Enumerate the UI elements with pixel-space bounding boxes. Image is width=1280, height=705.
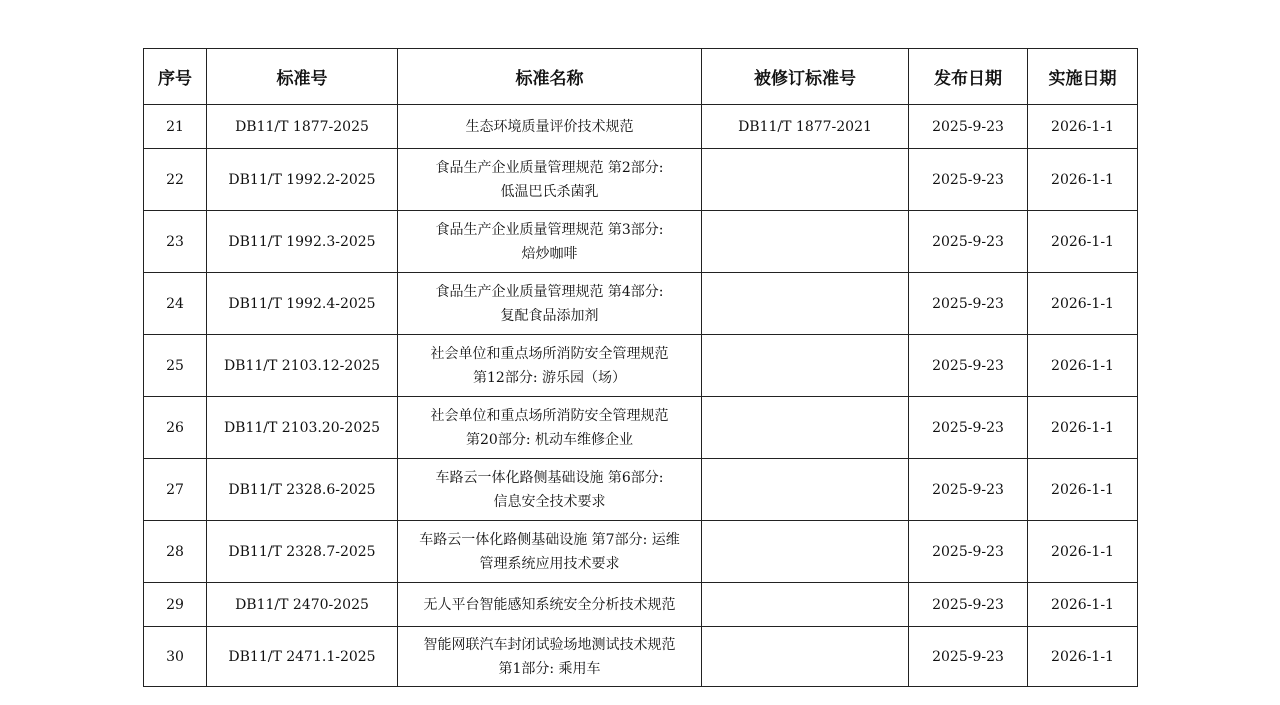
cell-std-name bbox=[398, 397, 702, 459]
cell-std-name bbox=[398, 335, 702, 397]
std-name-line1: 食品生产企业质量管理规范 第4部分: bbox=[435, 283, 664, 300]
cell-effective-date: 2026-1-1 bbox=[1028, 273, 1138, 335]
cell-std-name bbox=[398, 105, 702, 149]
cell-publish-date: 2025-9-23 bbox=[909, 583, 1028, 627]
cell-seq: 22 bbox=[144, 149, 207, 211]
cell-std-no: DB11/T 1992.2-2025 bbox=[207, 149, 398, 211]
cell-std-no: DB11/T 2471.1-2025 bbox=[207, 627, 398, 687]
std-name-line1: 社会单位和重点场所消防安全管理规范 bbox=[430, 345, 669, 362]
standards-table bbox=[143, 48, 1138, 687]
cell-revised-no bbox=[702, 583, 909, 627]
cell-effective-date: 2026-1-1 bbox=[1028, 335, 1138, 397]
header-publish-date: 发布日期 bbox=[909, 49, 1028, 105]
table-row bbox=[144, 459, 1138, 521]
cell-revised-no bbox=[702, 521, 909, 583]
std-name-line1: 车路云一体化路侧基础设施 第6部分: bbox=[435, 469, 664, 486]
cell-std-no: DB11/T 2328.6-2025 bbox=[207, 459, 398, 521]
cell-std-name bbox=[398, 211, 702, 273]
cell-std-no: DB11/T 1877-2025 bbox=[207, 105, 398, 149]
cell-publish-date: 2025-9-23 bbox=[909, 105, 1028, 149]
header-revised-no: 被修订标准号 bbox=[702, 49, 909, 105]
table-row bbox=[144, 521, 1138, 583]
cell-std-name bbox=[398, 583, 702, 627]
std-name-line2: 信息安全技术要求 bbox=[493, 493, 606, 510]
cell-publish-date: 2025-9-23 bbox=[909, 397, 1028, 459]
cell-revised-no bbox=[702, 397, 909, 459]
std-name-line2: 第1部分: 乘用车 bbox=[498, 660, 601, 677]
cell-std-name bbox=[398, 273, 702, 335]
header-std-no: 标准号 bbox=[207, 49, 398, 105]
cell-revised-no bbox=[702, 335, 909, 397]
cell-publish-date: 2025-9-23 bbox=[909, 521, 1028, 583]
cell-revised-no bbox=[702, 627, 909, 687]
header-seq: 序号 bbox=[144, 49, 207, 105]
std-name-line2: 第20部分: 机动车维修企业 bbox=[466, 431, 633, 448]
cell-seq: 24 bbox=[144, 273, 207, 335]
cell-publish-date: 2025-9-23 bbox=[909, 211, 1028, 273]
std-name-line2: 第12部分: 游乐园（场） bbox=[473, 369, 626, 386]
cell-seq: 21 bbox=[144, 105, 207, 149]
table-row bbox=[144, 583, 1138, 627]
cell-seq: 27 bbox=[144, 459, 207, 521]
table-row bbox=[144, 105, 1138, 149]
table-row bbox=[144, 211, 1138, 273]
cell-revised-no bbox=[702, 459, 909, 521]
cell-std-name bbox=[398, 459, 702, 521]
cell-publish-date: 2025-9-23 bbox=[909, 149, 1028, 211]
cell-std-name bbox=[398, 149, 702, 211]
std-name-line1: 食品生产企业质量管理规范 第2部分: bbox=[435, 159, 664, 176]
cell-effective-date: 2026-1-1 bbox=[1028, 459, 1138, 521]
std-name-line1: 生态环境质量评价技术规范 bbox=[465, 118, 634, 135]
std-name-line2: 管理系统应用技术要求 bbox=[479, 555, 620, 572]
cell-std-no: DB11/T 1992.3-2025 bbox=[207, 211, 398, 273]
cell-std-no: DB11/T 2103.20-2025 bbox=[207, 397, 398, 459]
std-name-line2: 焙炒咖啡 bbox=[521, 245, 578, 262]
cell-seq: 29 bbox=[144, 583, 207, 627]
table-row bbox=[144, 397, 1138, 459]
cell-seq: 28 bbox=[144, 521, 207, 583]
header-row bbox=[144, 49, 1138, 105]
cell-publish-date: 2025-9-23 bbox=[909, 273, 1028, 335]
header-effective-date: 实施日期 bbox=[1028, 49, 1138, 105]
table-row bbox=[144, 335, 1138, 397]
std-name-line1: 社会单位和重点场所消防安全管理规范 bbox=[430, 407, 669, 424]
cell-publish-date: 2025-9-23 bbox=[909, 627, 1028, 687]
cell-effective-date: 2026-1-1 bbox=[1028, 627, 1138, 687]
cell-revised-no: DB11/T 1877-2021 bbox=[702, 105, 909, 149]
cell-seq: 23 bbox=[144, 211, 207, 273]
cell-revised-no bbox=[702, 273, 909, 335]
table-row bbox=[144, 627, 1138, 687]
cell-publish-date: 2025-9-23 bbox=[909, 335, 1028, 397]
std-name-line1: 食品生产企业质量管理规范 第3部分: bbox=[435, 221, 664, 238]
cell-std-name bbox=[398, 521, 702, 583]
cell-std-no: DB11/T 2328.7-2025 bbox=[207, 521, 398, 583]
std-name-line1: 车路云一体化路侧基础设施 第7部分: 运维 bbox=[419, 531, 680, 548]
cell-seq: 25 bbox=[144, 335, 207, 397]
cell-publish-date: 2025-9-23 bbox=[909, 459, 1028, 521]
cell-std-no: DB11/T 1992.4-2025 bbox=[207, 273, 398, 335]
std-name-line2: 复配食品添加剂 bbox=[500, 307, 599, 324]
cell-seq: 30 bbox=[144, 627, 207, 687]
cell-revised-no bbox=[702, 149, 909, 211]
std-name-line1: 智能网联汽车封闭试验场地测试技术规范 bbox=[423, 636, 676, 653]
cell-effective-date: 2026-1-1 bbox=[1028, 149, 1138, 211]
cell-effective-date: 2026-1-1 bbox=[1028, 521, 1138, 583]
cell-effective-date: 2026-1-1 bbox=[1028, 583, 1138, 627]
cell-std-no: DB11/T 2470-2025 bbox=[207, 583, 398, 627]
cell-std-no: DB11/T 2103.12-2025 bbox=[207, 335, 398, 397]
header-std-name: 标准名称 bbox=[398, 49, 702, 105]
cell-seq: 26 bbox=[144, 397, 207, 459]
cell-effective-date: 2026-1-1 bbox=[1028, 105, 1138, 149]
table-row bbox=[144, 273, 1138, 335]
cell-revised-no bbox=[702, 211, 909, 273]
std-name-line2: 低温巴氏杀菌乳 bbox=[500, 183, 599, 200]
cell-effective-date: 2026-1-1 bbox=[1028, 397, 1138, 459]
table-row bbox=[144, 149, 1138, 211]
cell-effective-date: 2026-1-1 bbox=[1028, 211, 1138, 273]
std-name-line1: 无人平台智能感知系统安全分析技术规范 bbox=[423, 596, 676, 613]
cell-std-name bbox=[398, 627, 702, 687]
